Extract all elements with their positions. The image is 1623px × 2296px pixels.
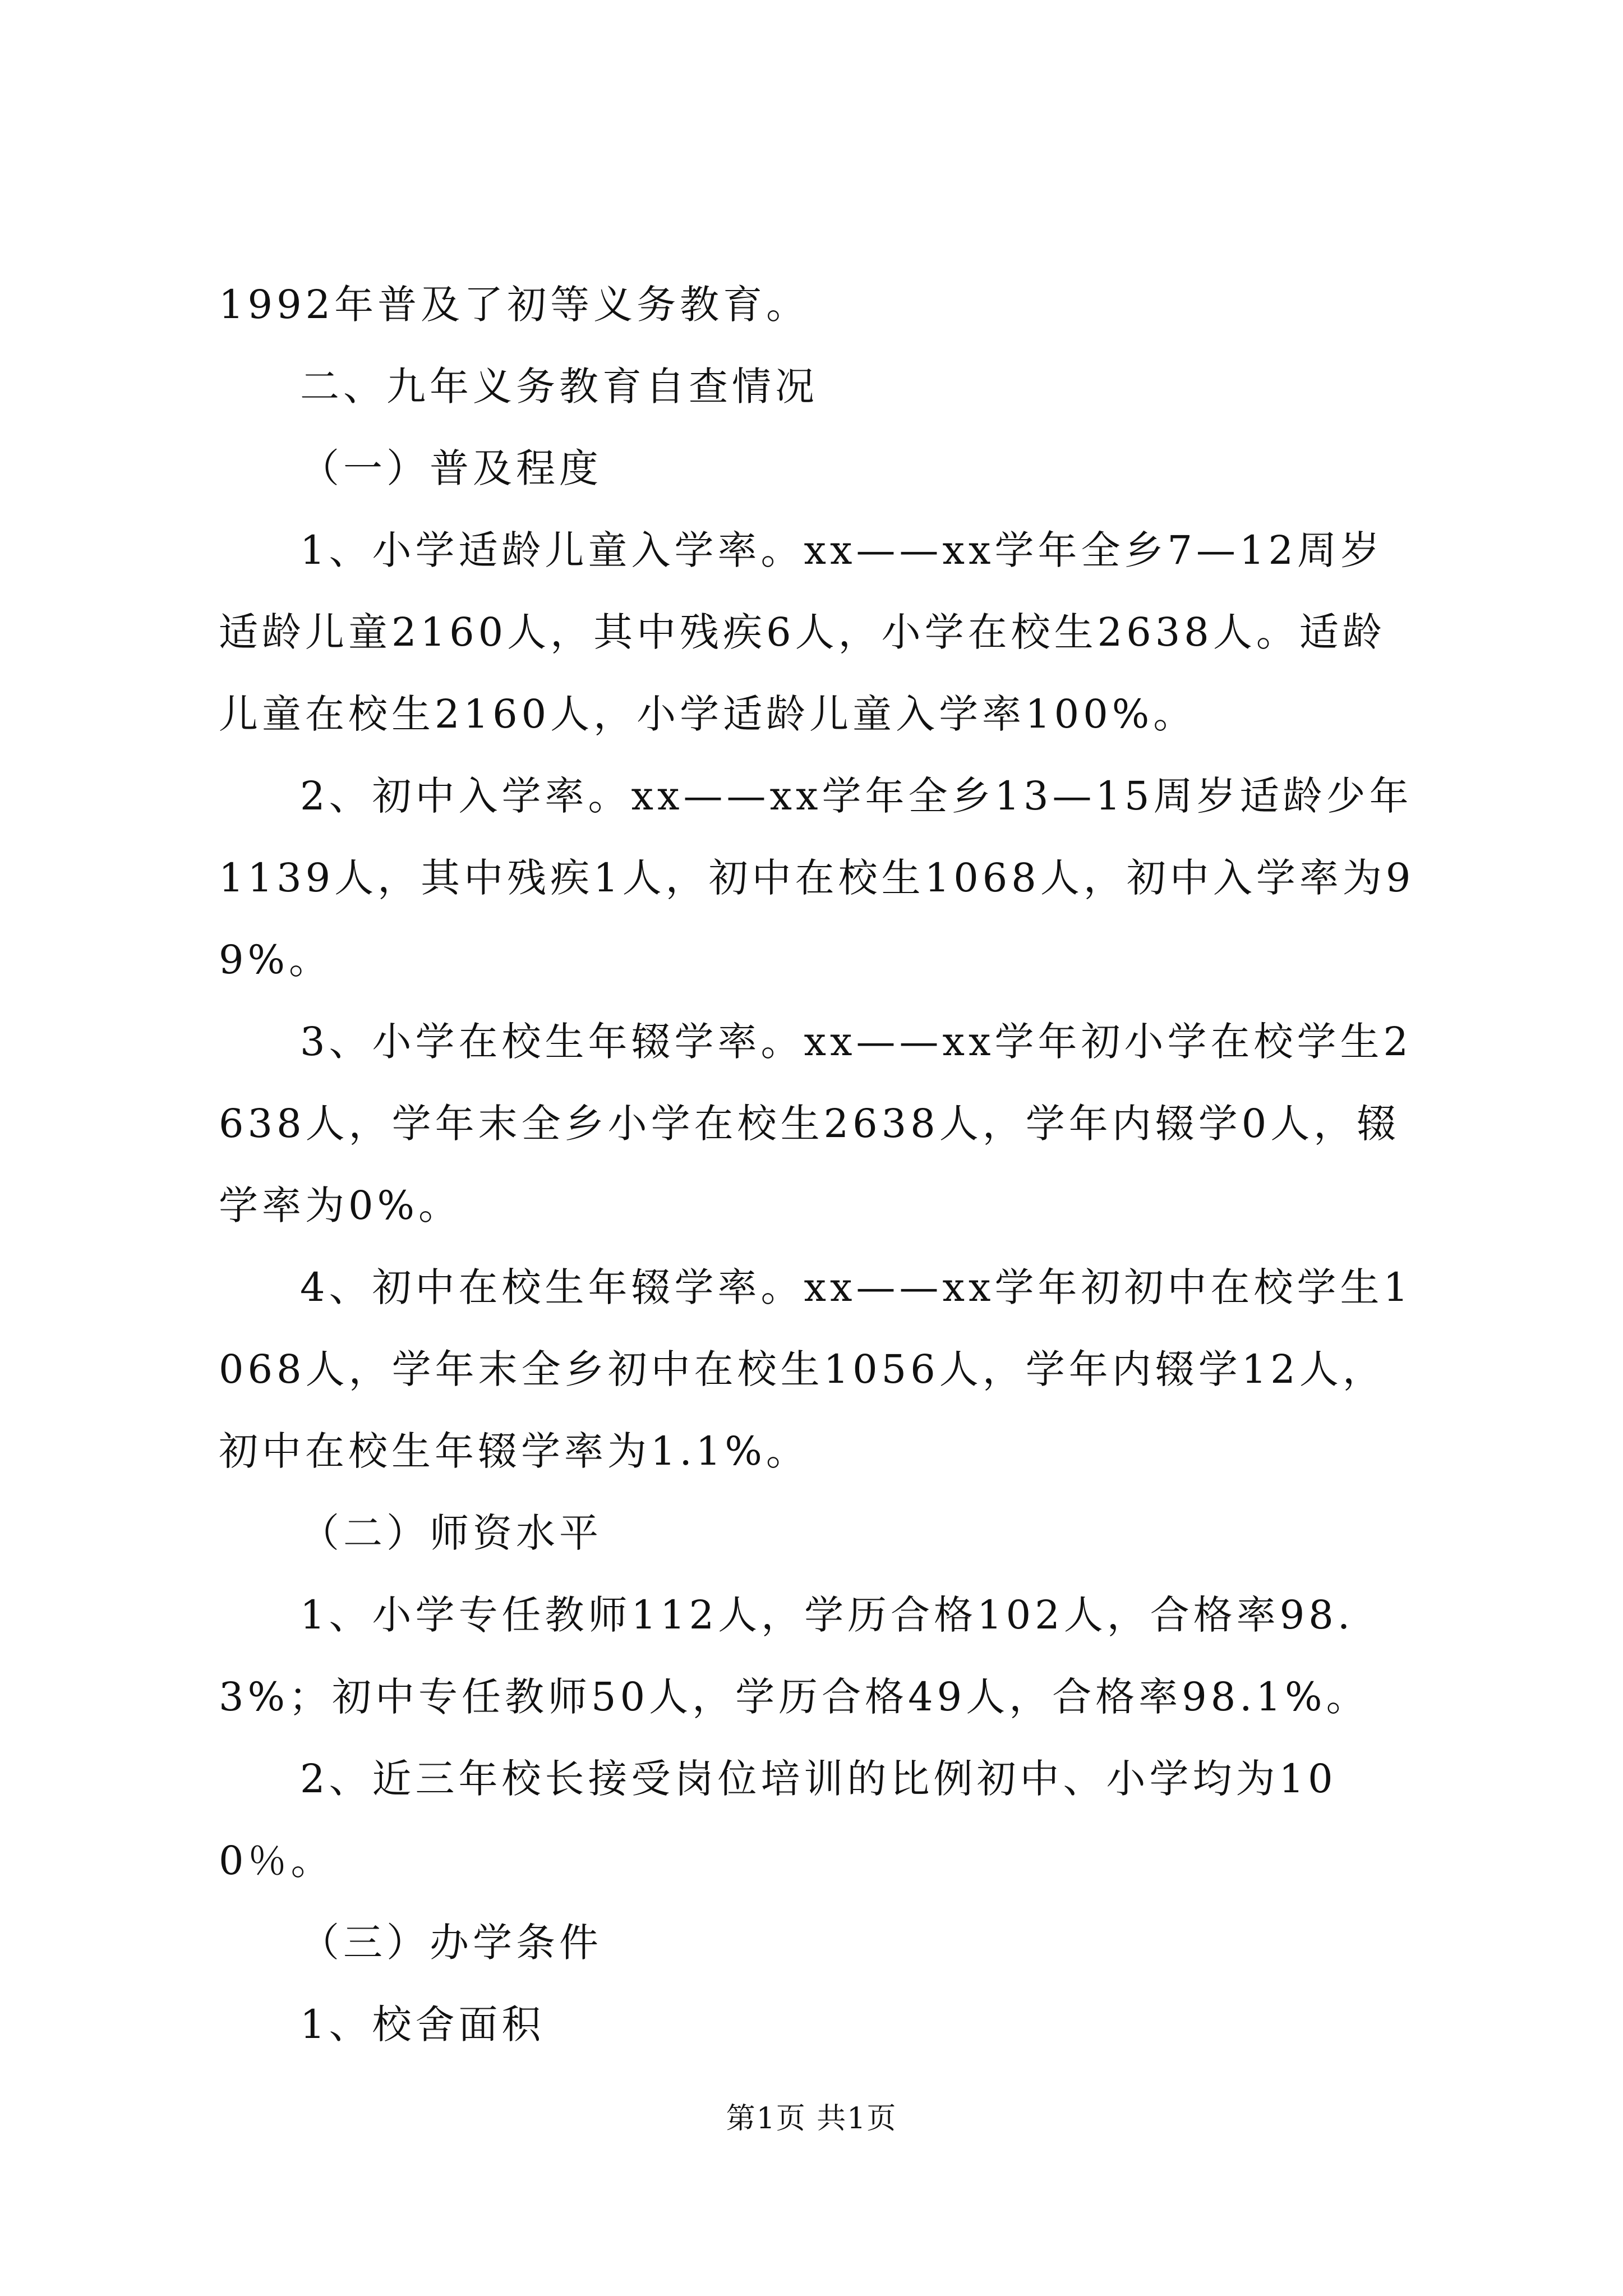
paragraph-building-area: 1、校舍面积: [300, 2001, 545, 2047]
paragraph-principal-training: 2、近三年校长接受岗位培训的比例初中、小学均为100％。: [219, 1756, 1337, 1884]
subsection-heading-3: （三）办学条件: [300, 1920, 602, 1966]
paragraph-primary-dropout: 3、小学在校生年辍学率。xx——xx学年初小学在校学生2638人，学年末全乡小学在校生2638人，学年内辍学0人，辍学率为0%。: [219, 1019, 1412, 1228]
document-body: [219, 264, 1419, 2065]
page-footer: 第1页 共1页: [726, 2102, 897, 2136]
section-heading-2: 二、九年义务教育自查情况: [300, 364, 818, 409]
paragraph-junior-enrollment: 2、初中入学率。xx——xx学年全乡13—15周岁适龄少年1139人，其中残疾1人，初中在校生1068人，初中入学率为99%。: [219, 773, 1415, 983]
paragraph-teacher-qualification: 1、小学专任教师112人，学历合格102人，合格率98.3%；初中专任教师50人，学历合格49人，合格率98.1%。: [219, 1592, 1370, 1720]
subsection-heading-2: （二）师资水平: [300, 1510, 602, 1556]
paragraph-primary-enrollment: 1、小学适龄儿童入学率。xx——xx学年全乡7—12周岁适龄儿童2160人，其中残疾6人，小学在校生2638人。适龄儿童在校生2160人，小学适龄儿童入学率100%。: [219, 527, 1386, 737]
paragraph-junior-dropout: 4、初中在校生年辍学率。xx——xx学年初初中在校学生1068人，学年末全乡初中在校生1056人，学年内辍学12人，初中在校生年辍学率为1.1%。: [219, 1264, 1412, 1474]
paragraph-continuation: 1992年普及了初等义务教育。: [219, 282, 810, 328]
subsection-heading-1: （一）普及程度: [300, 445, 602, 491]
